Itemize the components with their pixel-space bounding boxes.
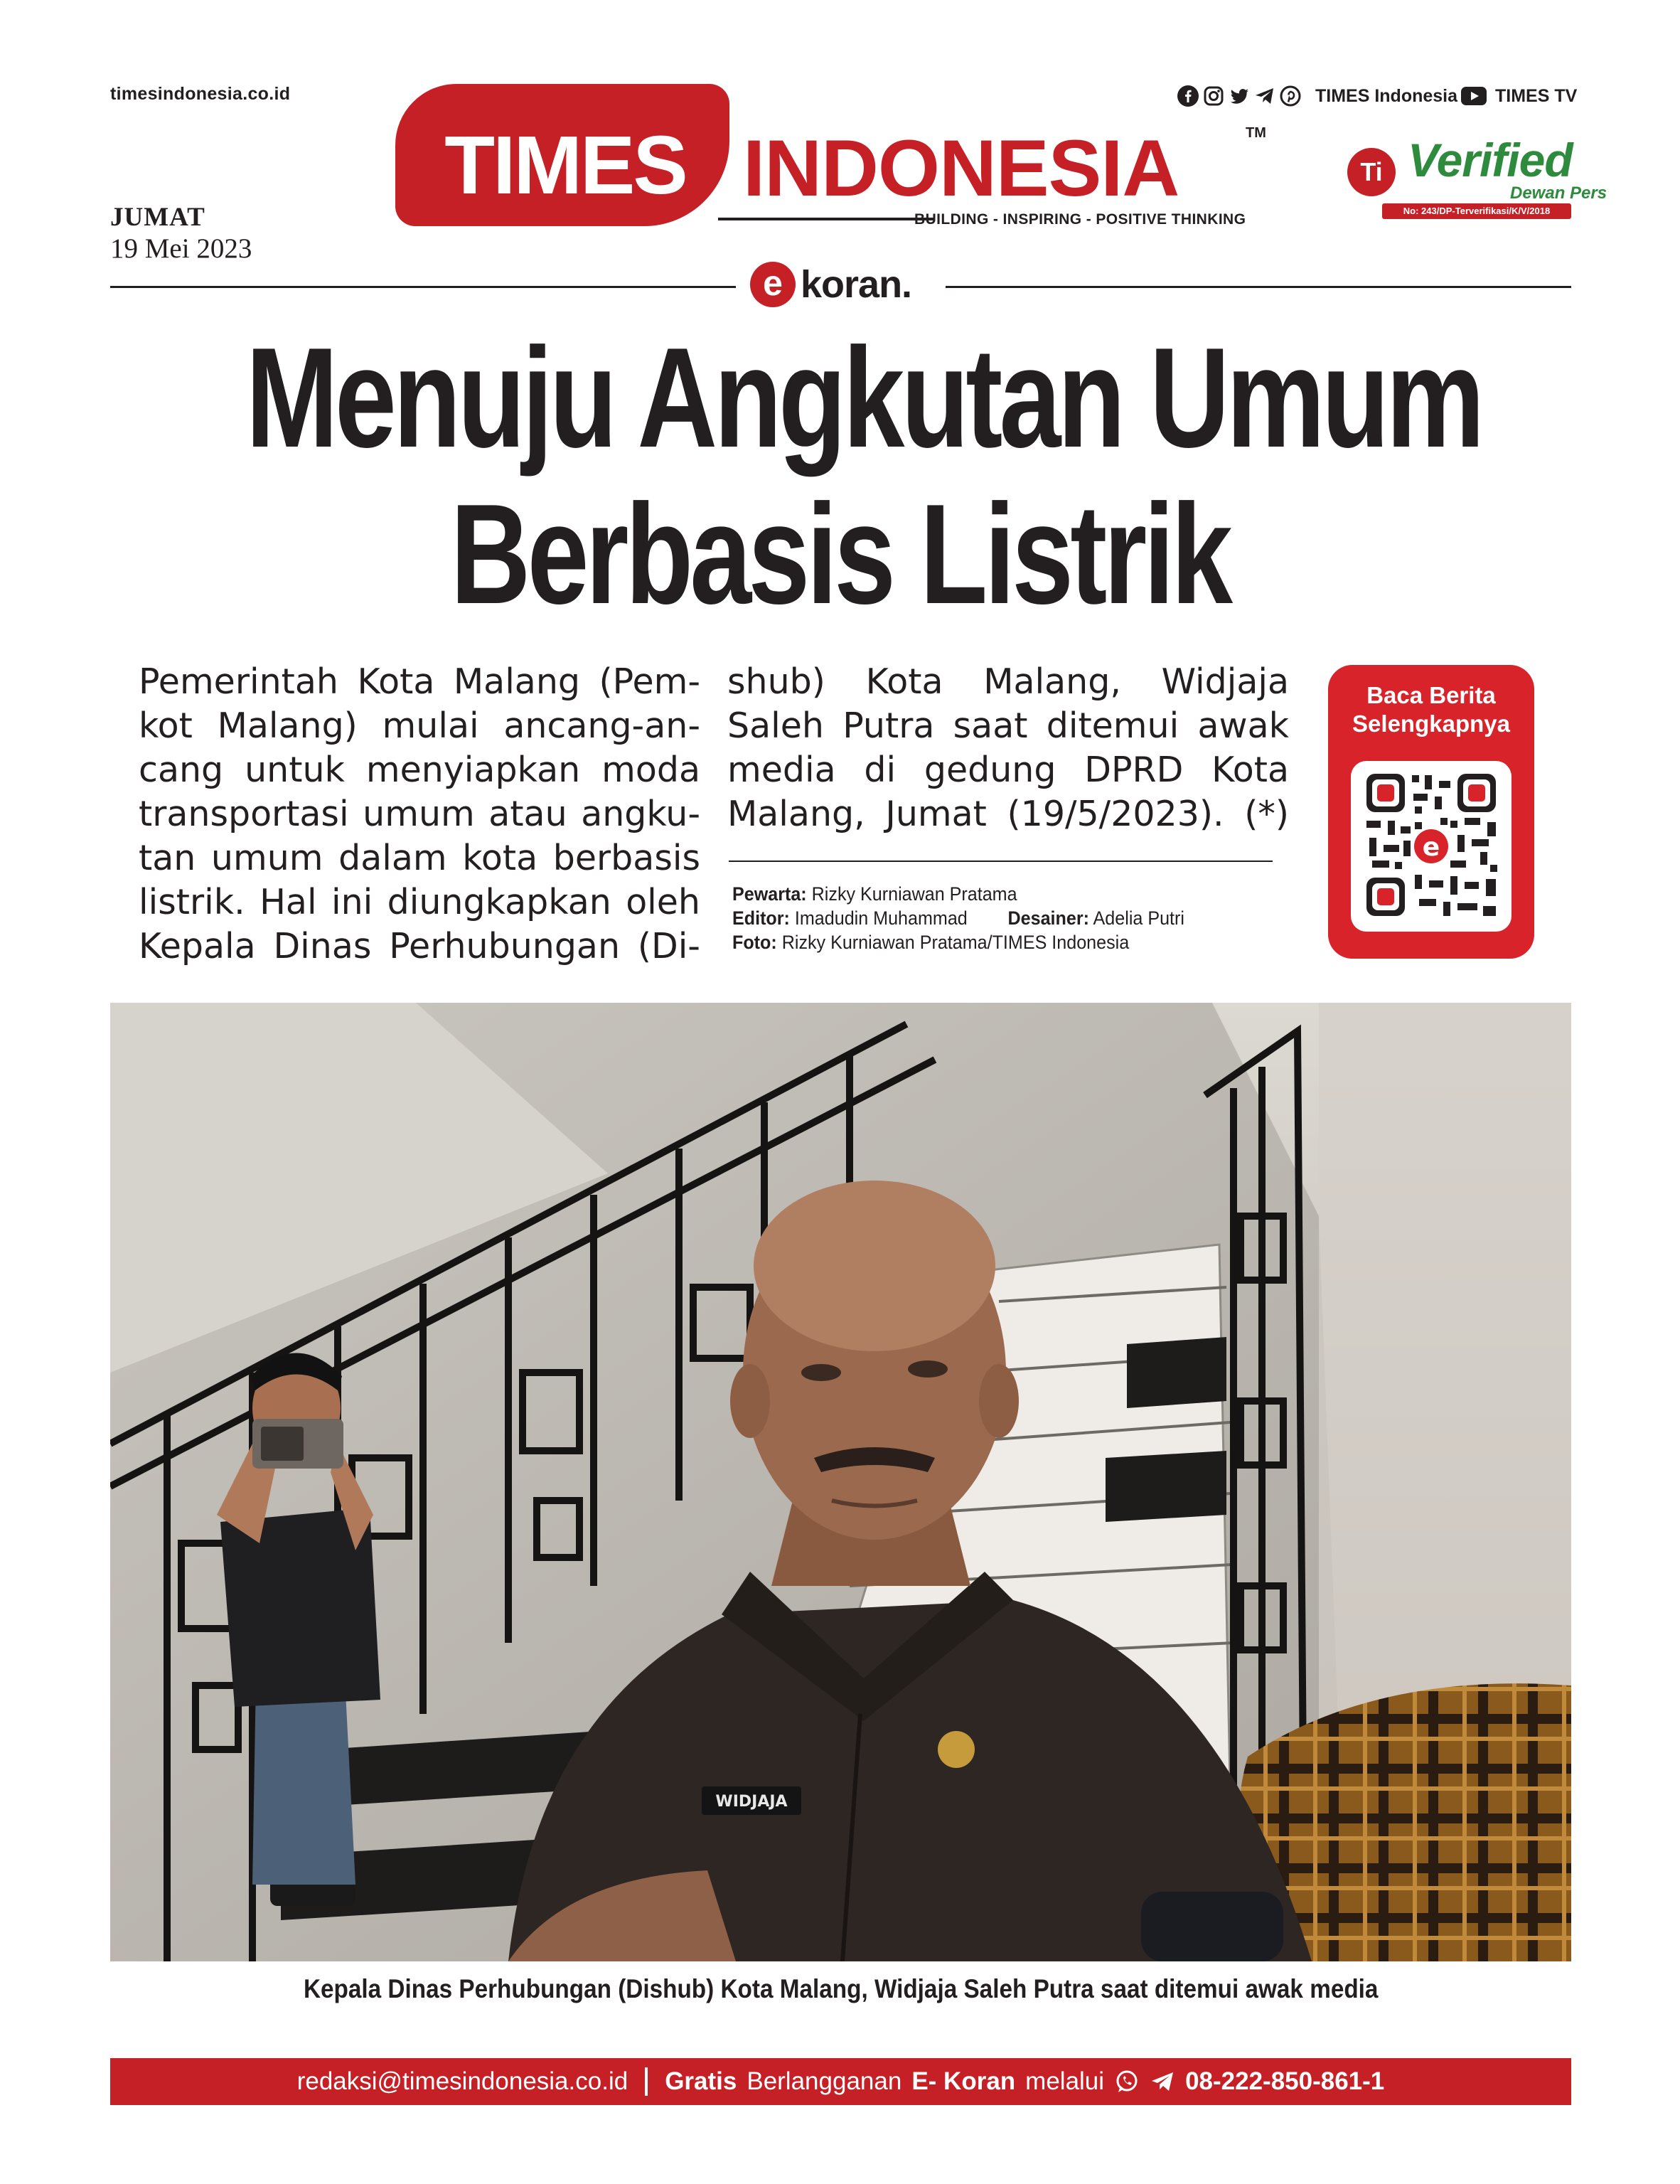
- ekoran-wordmark: koran.: [801, 263, 912, 306]
- ekoran-rule-left: [110, 286, 736, 288]
- footer-content: [110, 2058, 1571, 2105]
- article-credits: [732, 882, 1184, 954]
- article-line: Kepala Dinas Perhubungan (Di-: [139, 926, 700, 966]
- twitter-icon[interactable]: [1229, 85, 1250, 107]
- article-column-2: [727, 660, 1289, 836]
- article-line: kot Malang) mulai ancang-an-: [139, 705, 700, 746]
- social-label: TIMES Indonesia: [1315, 85, 1458, 106]
- credit-editor-desainer: [732, 906, 1184, 930]
- qr-title-line: Selengkapnya: [1352, 710, 1510, 737]
- footer-email[interactable]: redaksi@timesindonesia.co.id: [296, 2067, 628, 2095]
- tv-label: TIMES TV: [1495, 85, 1578, 106]
- qr-code-icon[interactable]: [1351, 761, 1512, 932]
- telegram-send-icon[interactable]: [1150, 2069, 1175, 2094]
- edition-date-text: 19 Mei 2023: [110, 233, 252, 264]
- article-line: media di gedung DPRD Kota: [727, 750, 1289, 790]
- credit-label: Desainer:: [1007, 907, 1089, 929]
- ekoran-e-icon: e: [750, 262, 796, 307]
- credit-label: Pewarta:: [732, 883, 807, 905]
- article-line: Saleh Putra saat ditemui awak: [727, 705, 1289, 746]
- footer-melalui: melalui: [1025, 2067, 1105, 2095]
- qr-title: [1328, 681, 1534, 738]
- article-column-1: [139, 660, 700, 969]
- verified-ti-logo: Ti: [1347, 148, 1396, 196]
- headline-line-2: Berbasis Listrik: [450, 475, 1230, 634]
- logo-times: TIMES: [444, 119, 686, 211]
- telegram-icon[interactable]: [1254, 85, 1275, 107]
- edition-date: [110, 202, 252, 265]
- youtube-icon[interactable]: [1461, 87, 1487, 105]
- photo-illustration: [110, 1003, 1571, 1961]
- footer-berlangganan: Berlangganan: [747, 2067, 902, 2095]
- social-links: [1177, 84, 1457, 108]
- logo-trademark: TM: [1246, 125, 1266, 141]
- article-photo: [110, 1003, 1571, 1961]
- article-line: Malang, Jumat (19/5/2023). (*): [727, 794, 1289, 834]
- article-line: listrik. Hal ini diungkapkan oleh: [139, 882, 700, 922]
- article-line: shub) Kota Malang, Widjaja: [727, 661, 1289, 702]
- facebook-icon[interactable]: [1177, 85, 1199, 107]
- article-line: tan umum dalam kota berbasis: [139, 838, 700, 878]
- credit-label: Editor:: [732, 907, 790, 929]
- site-url[interactable]: timesindonesia.co.id: [110, 84, 291, 104]
- logo-indonesia: INDONESIA: [743, 124, 1179, 213]
- ekoran-rule-right: [946, 286, 1571, 288]
- footer-phone[interactable]: 08-222-850-861-1: [1185, 2067, 1385, 2095]
- verified-word: Verified: [1408, 134, 1573, 186]
- footer-gratis: Gratis: [665, 2067, 737, 2095]
- credit-foto: [732, 930, 1184, 954]
- footer-separator: [645, 2067, 648, 2096]
- verified-dewan-pers: Dewan Pers: [1510, 183, 1607, 203]
- credit-value: Rizky Kurniawan Pratama/TIMES Indonesia: [781, 932, 1130, 953]
- credits-divider: [729, 861, 1273, 862]
- footer-ekoran: E- Koran: [911, 2067, 1016, 2095]
- logo-divider: [718, 218, 935, 220]
- pinterest-icon[interactable]: [1280, 85, 1301, 107]
- photo-caption: [110, 1974, 1571, 2004]
- instagram-icon[interactable]: [1203, 85, 1224, 107]
- times-tv-link[interactable]: [1461, 84, 1577, 108]
- verified-number: No: 243/DP-Terverifikasi/K/V/2018: [1382, 203, 1571, 219]
- whatsapp-icon[interactable]: [1114, 2069, 1140, 2094]
- headline-line-1: Menuju Angkutan Umum: [245, 319, 1482, 477]
- article-line: cang untuk menyiapkan moda: [139, 750, 700, 790]
- article-line: transportasi umum atau angku-: [139, 794, 700, 834]
- credit-label: Foto:: [732, 932, 777, 953]
- qr-code-panel[interactable]: [1351, 761, 1512, 932]
- article-line: Pemerintah Kota Malang (Pem-: [139, 661, 700, 702]
- credit-pewarta: [732, 882, 1184, 906]
- photo-nametag: WIDJAJA: [715, 1793, 788, 1811]
- svg-text:e: e: [1422, 833, 1440, 862]
- edition-day: JUMAT: [110, 203, 205, 232]
- qr-title-line: Baca Berita: [1366, 682, 1496, 708]
- logo-tagline: BUILDING - INSPIRING - POSITIVE THINKING: [914, 211, 1246, 228]
- credit-value: Imadudin Muhammad: [794, 907, 968, 929]
- credit-value: Rizky Kurniawan Pratama: [811, 883, 1017, 905]
- headline: [78, 320, 1602, 633]
- photo-caption-text: Kepala Dinas Perhubungan (Dishub) Kota Malang, Widjaja Saleh Putra saat ditemui awak media: [303, 1974, 1379, 2003]
- credit-value: Adelia Putri: [1093, 907, 1184, 929]
